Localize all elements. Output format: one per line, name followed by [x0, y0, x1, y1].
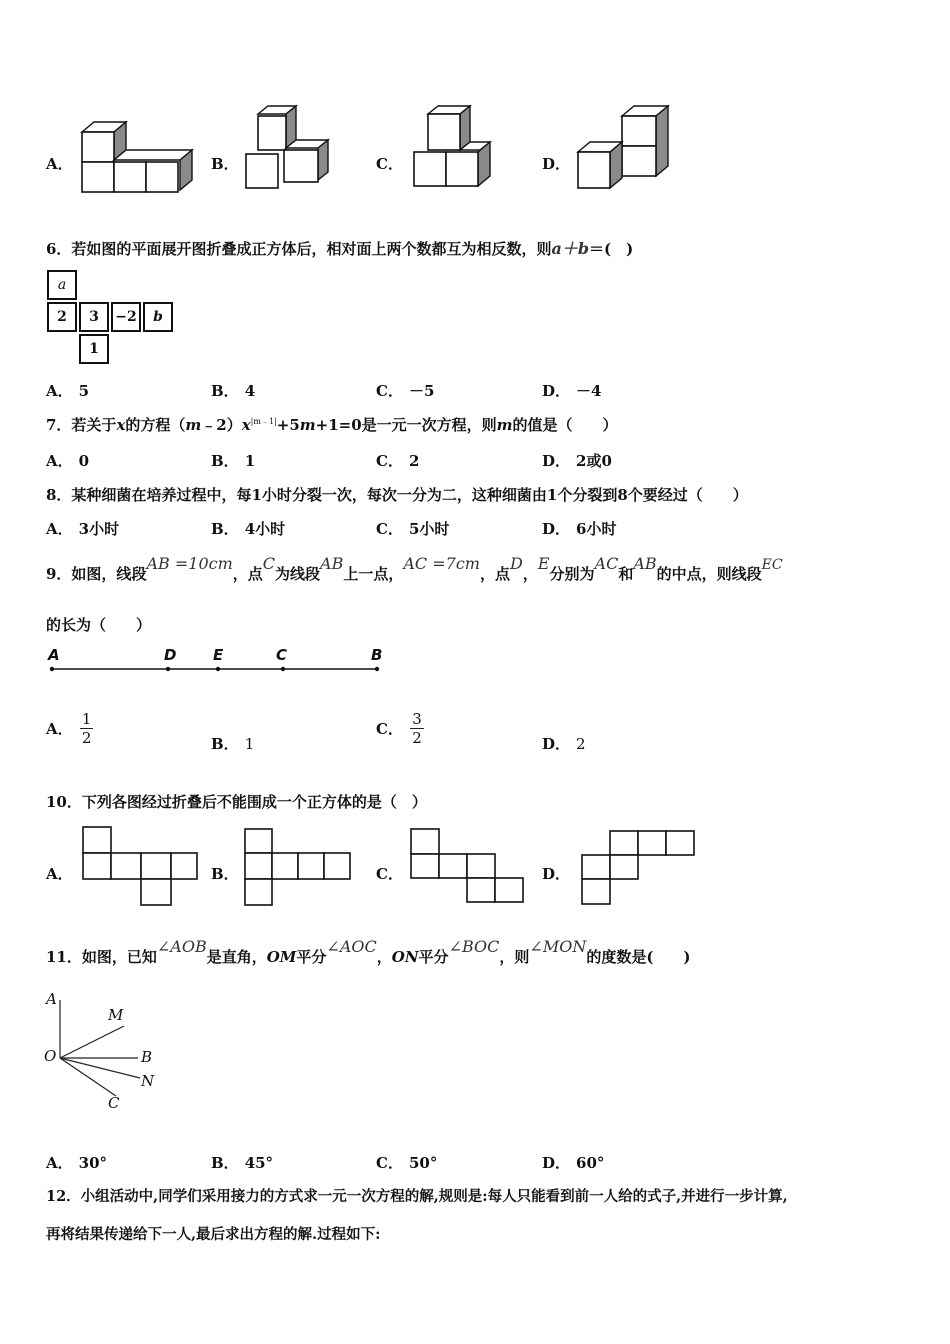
q11-option-d[interactable]: D． 60°: [542, 1154, 605, 1172]
net-cell: b: [143, 302, 173, 332]
q10-option-b[interactable]: B．: [211, 865, 239, 883]
angle-label-m: M: [108, 1006, 124, 1024]
point-label-d: D: [164, 646, 177, 664]
angle-label-o: O: [44, 1047, 57, 1065]
net-cell: 1: [79, 334, 109, 364]
q8-option-b[interactable]: B． 4小时: [211, 520, 286, 538]
q5-option-b[interactable]: B．: [211, 155, 239, 173]
q7-stem: 7．若关于x的方程$(m﹣2)x^{|m﹣1|}+5m+1=0$是一元一次方程，则m的值是（ ）: [46, 416, 618, 434]
angle-label-b: B: [141, 1048, 153, 1066]
q10-net-c: [410, 826, 530, 906]
q12-stem-line2: 再将结果传递给下一人,最后求出方程的解.过程如下:: [46, 1226, 381, 1243]
q5-option-a[interactable]: A．: [46, 155, 73, 173]
q9-option-b[interactable]: B． 1: [211, 735, 255, 753]
q6-option-d[interactable]: D． －4: [542, 382, 602, 400]
q5-figure-c: [412, 112, 502, 196]
net-cell: 2: [47, 302, 77, 332]
q8-option-c[interactable]: C． 5小时: [376, 520, 450, 538]
q10-net-d: [580, 830, 700, 908]
q9-option-a[interactable]: A． $\frac{1}{2}$: [46, 710, 92, 747]
q11-stem: 11．如图，已知∠AOB是直角，OM平分∠AOC，ON平分∠BOC，则∠MON的度数是( ): [46, 937, 691, 966]
point-label-a: A: [48, 646, 60, 664]
q6-stem: 6．若如图的平面展开图折叠成正方体后，相对面上两个数都互为相反数，则a＋b＝( ): [46, 239, 634, 258]
point-label-b: B: [371, 646, 383, 664]
q6-option-a[interactable]: A． 5: [46, 382, 90, 400]
angle-label-a: A: [46, 990, 57, 1008]
q11-option-c[interactable]: C． 50°: [376, 1154, 438, 1172]
q9-option-c[interactable]: C． $\frac{3}{2}$: [376, 710, 422, 747]
point-label-e: E: [213, 646, 224, 664]
q5-figure-d: [576, 104, 676, 196]
q10-option-c[interactable]: C．: [376, 865, 403, 883]
q12-stem-line1: 12．小组活动中,同学们采用接力的方式求一元一次方程的解,规则是:每人只能看到前一人给的式子,并进行一步计算,: [46, 1188, 788, 1205]
q8-stem: 8．某种细菌在培养过程中，每1小时分裂一次，每次一分为二，这种细菌由1个分裂到8个要经过（ ）: [46, 486, 748, 504]
q8-option-a[interactable]: A． 3小时: [46, 520, 120, 538]
q11-option-a[interactable]: A． 30°: [46, 1154, 108, 1172]
q5-figure-b: [244, 112, 334, 196]
q11-option-b[interactable]: B． 45°: [211, 1154, 274, 1172]
angle-label-n: N: [141, 1072, 155, 1090]
q9-option-d[interactable]: D． 2: [542, 735, 586, 753]
q6-option-c[interactable]: C． －5: [376, 382, 435, 400]
net-cell: a: [47, 270, 77, 300]
point-label-c: C: [276, 646, 288, 664]
q5-figure-a: [80, 120, 200, 196]
q10-stem: 10．下列各图经过折叠后不能围成一个正方体的是（ ）: [46, 793, 427, 811]
q6-option-b[interactable]: B． 4: [211, 382, 256, 400]
q10-net-a: [82, 826, 202, 908]
angle-label-c: C: [108, 1094, 120, 1112]
net-cell: −2: [111, 302, 141, 332]
q9-stem-line2: 的长为（ ）: [46, 616, 152, 634]
q7-option-d[interactable]: D． 2或0: [542, 452, 612, 470]
q10-net-b: [244, 828, 354, 908]
q7-option-b[interactable]: B． 1: [211, 452, 256, 470]
net-cell: 3: [79, 302, 109, 332]
q5-option-c[interactable]: C．: [376, 155, 403, 173]
q10-option-a[interactable]: A．: [46, 865, 73, 883]
q7-option-a[interactable]: A． 0: [46, 452, 90, 470]
q9-stem: 9．如图，线段AB =10cm，点C为线段AB上一点，AC =7cm，点D，E分别为AC和AB的中点，则线段EC: [46, 554, 783, 583]
q8-option-d[interactable]: D． 6小时: [542, 520, 617, 538]
q7-option-c[interactable]: C． 2: [376, 452, 420, 470]
q10-option-d[interactable]: D．: [542, 865, 571, 883]
q5-option-d[interactable]: D．: [542, 155, 571, 173]
